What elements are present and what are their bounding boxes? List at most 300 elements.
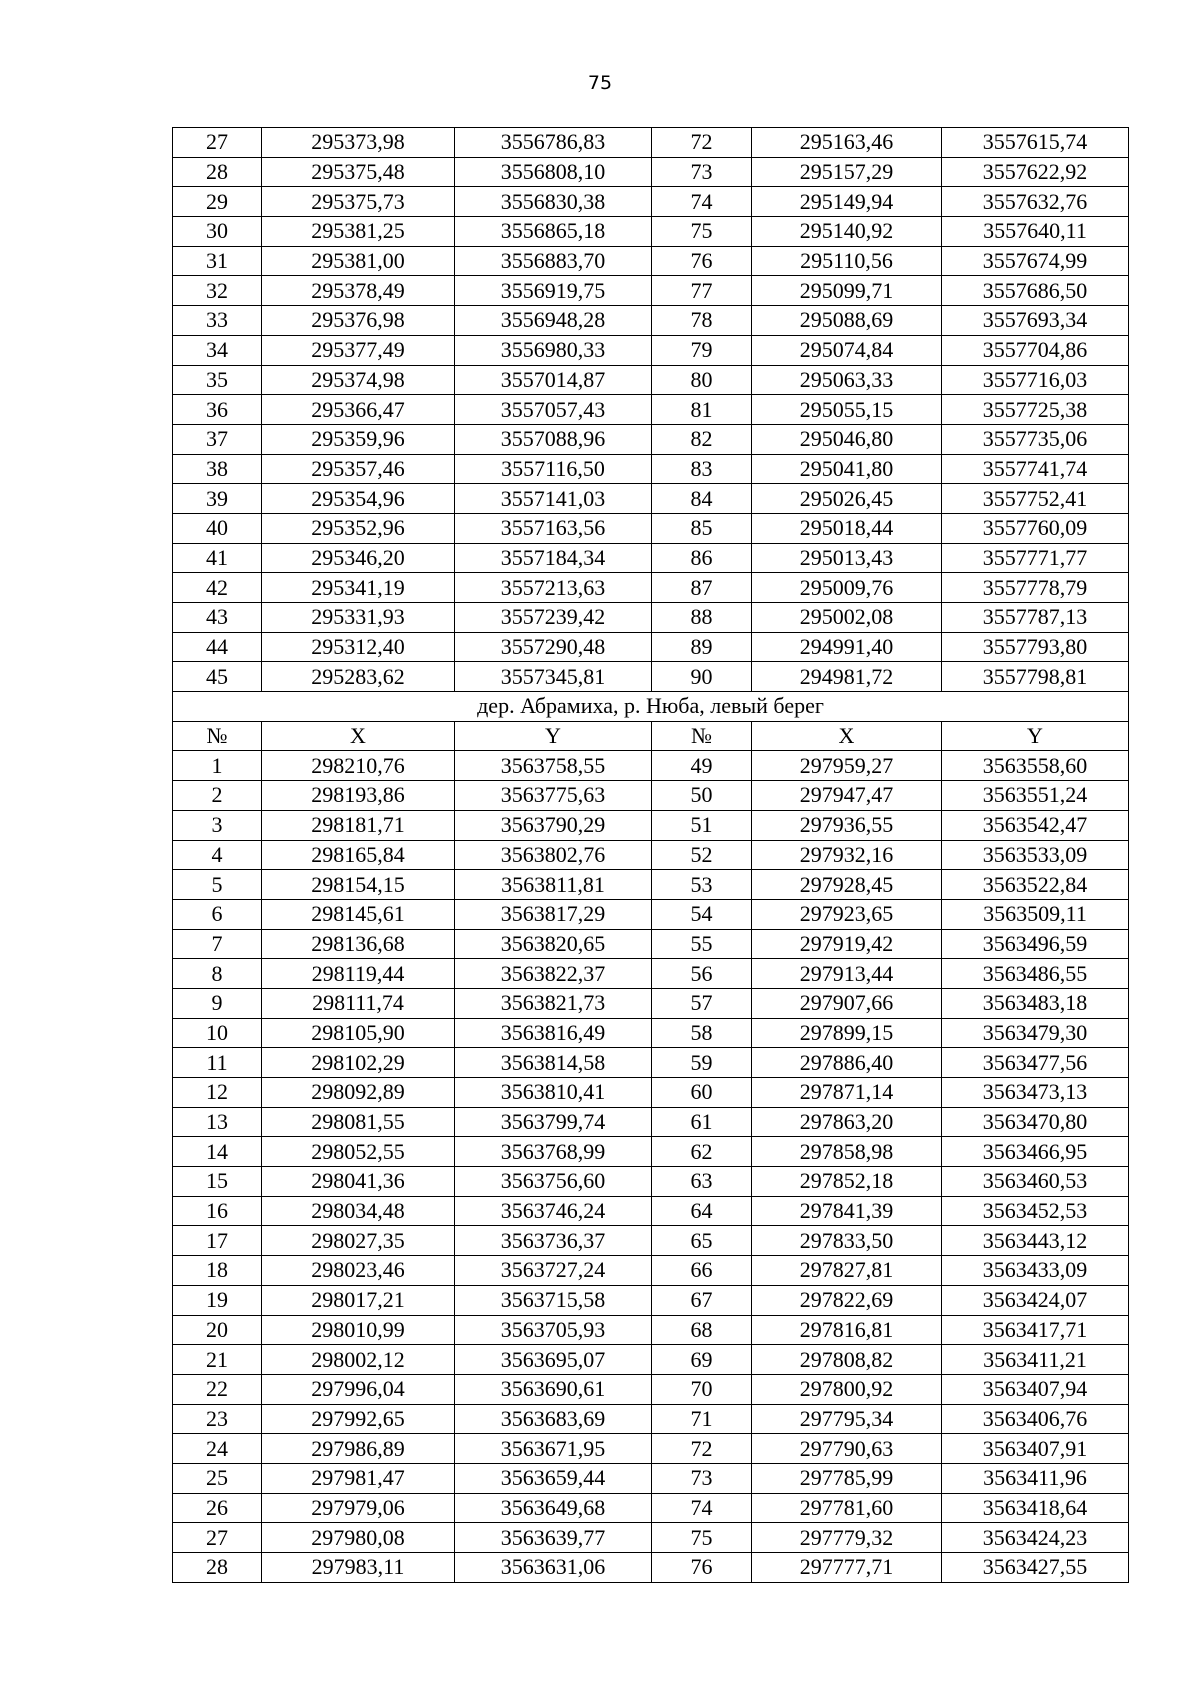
x-coordinate-cell: 297979,06: [262, 1493, 455, 1523]
y-coordinate-cell: 3556883,70: [455, 246, 652, 276]
table-row: [173, 1018, 1129, 1048]
table-row: [173, 306, 1129, 336]
table-row: [173, 1404, 1129, 1434]
table-row: [173, 484, 1129, 514]
y-coordinate-cell: 3557163,56: [455, 513, 652, 543]
point-number-cell: 50: [652, 781, 752, 811]
x-coordinate-cell: 295331,93: [262, 603, 455, 633]
point-number-cell: 44: [173, 632, 262, 662]
column-header: №: [652, 721, 752, 751]
table-row: [173, 1048, 1129, 1078]
y-coordinate-cell: 3557741,74: [942, 454, 1129, 484]
y-coordinate-cell: 3563811,81: [455, 870, 652, 900]
x-coordinate-cell: 295357,46: [262, 454, 455, 484]
x-coordinate-cell: 295374,98: [262, 365, 455, 395]
table-row: [173, 959, 1129, 989]
y-coordinate-cell: 3557116,50: [455, 454, 652, 484]
x-coordinate-cell: 297886,40: [752, 1048, 942, 1078]
x-coordinate-cell: 297913,44: [752, 959, 942, 989]
x-coordinate-cell: 294981,72: [752, 662, 942, 692]
x-coordinate-cell: 295352,96: [262, 513, 455, 543]
x-coordinate-cell: 295378,49: [262, 276, 455, 306]
table-row: [173, 454, 1129, 484]
x-coordinate-cell: 295375,73: [262, 187, 455, 217]
point-number-cell: 70: [652, 1374, 752, 1404]
x-coordinate-cell: 298165,84: [262, 840, 455, 870]
y-coordinate-cell: 3557787,13: [942, 603, 1129, 633]
x-coordinate-cell: 295354,96: [262, 484, 455, 514]
x-coordinate-cell: 297981,47: [262, 1463, 455, 1493]
x-coordinate-cell: 297923,65: [752, 899, 942, 929]
point-number-cell: 27: [173, 1523, 262, 1553]
y-coordinate-cell: 3563533,09: [942, 840, 1129, 870]
point-number-cell: 40: [173, 513, 262, 543]
x-coordinate-cell: 298193,86: [262, 781, 455, 811]
point-number-cell: 56: [652, 959, 752, 989]
y-coordinate-cell: 3563424,23: [942, 1523, 1129, 1553]
point-number-cell: 72: [652, 128, 752, 158]
point-number-cell: 9: [173, 988, 262, 1018]
x-coordinate-cell: 298010,99: [262, 1315, 455, 1345]
x-coordinate-cell: 295013,43: [752, 543, 942, 573]
y-coordinate-cell: 3563671,95: [455, 1434, 652, 1464]
y-coordinate-cell: 3557615,74: [942, 128, 1129, 158]
point-number-cell: 30: [173, 217, 262, 247]
point-number-cell: 73: [652, 157, 752, 187]
x-coordinate-cell: 297800,92: [752, 1374, 942, 1404]
point-number-cell: 84: [652, 484, 752, 514]
point-number-cell: 24: [173, 1434, 262, 1464]
y-coordinate-cell: 3557735,06: [942, 424, 1129, 454]
y-coordinate-cell: 3563411,21: [942, 1345, 1129, 1375]
table-row: [173, 246, 1129, 276]
y-coordinate-cell: 3563790,29: [455, 810, 652, 840]
x-coordinate-cell: 298092,89: [262, 1078, 455, 1108]
point-number-cell: 8: [173, 959, 262, 989]
point-number-cell: 29: [173, 187, 262, 217]
table-row: [173, 128, 1129, 158]
x-coordinate-cell: 295063,33: [752, 365, 942, 395]
y-coordinate-cell: 3557640,11: [942, 217, 1129, 247]
y-coordinate-cell: 3563427,55: [942, 1553, 1129, 1583]
column-header: Y: [455, 721, 652, 751]
y-coordinate-cell: 3563417,71: [942, 1315, 1129, 1345]
x-coordinate-cell: 295088,69: [752, 306, 942, 336]
x-coordinate-cell: 295099,71: [752, 276, 942, 306]
table-row: [173, 365, 1129, 395]
point-number-cell: 63: [652, 1167, 752, 1197]
x-coordinate-cell: 295366,47: [262, 395, 455, 425]
y-coordinate-cell: 3556830,38: [455, 187, 652, 217]
column-header: №: [173, 721, 262, 751]
x-coordinate-cell: 298136,68: [262, 929, 455, 959]
x-coordinate-cell: 297858,98: [752, 1137, 942, 1167]
x-coordinate-cell: 297959,27: [752, 751, 942, 781]
y-coordinate-cell: 3563452,53: [942, 1196, 1129, 1226]
point-number-cell: 77: [652, 276, 752, 306]
point-number-cell: 66: [652, 1256, 752, 1286]
point-number-cell: 14: [173, 1137, 262, 1167]
column-header: X: [752, 721, 942, 751]
x-coordinate-cell: 295163,46: [752, 128, 942, 158]
x-coordinate-cell: 295381,00: [262, 246, 455, 276]
y-coordinate-cell: 3563816,49: [455, 1018, 652, 1048]
point-number-cell: 59: [652, 1048, 752, 1078]
point-number-cell: 10: [173, 1018, 262, 1048]
table-row: [173, 1553, 1129, 1583]
y-coordinate-cell: 3563705,93: [455, 1315, 652, 1345]
point-number-cell: 1: [173, 751, 262, 781]
x-coordinate-cell: 295074,84: [752, 335, 942, 365]
point-number-cell: 74: [652, 1493, 752, 1523]
y-coordinate-cell: 3563542,47: [942, 810, 1129, 840]
point-number-cell: 57: [652, 988, 752, 1018]
point-number-cell: 87: [652, 573, 752, 603]
y-coordinate-cell: 3563406,76: [942, 1404, 1129, 1434]
table-row: [173, 335, 1129, 365]
point-number-cell: 2: [173, 781, 262, 811]
y-coordinate-cell: 3563715,58: [455, 1285, 652, 1315]
x-coordinate-cell: 295157,29: [752, 157, 942, 187]
point-number-cell: 42: [173, 573, 262, 603]
x-coordinate-cell: 295346,20: [262, 543, 455, 573]
y-coordinate-cell: 3563470,80: [942, 1107, 1129, 1137]
y-coordinate-cell: 3563817,29: [455, 899, 652, 929]
point-number-cell: 52: [652, 840, 752, 870]
x-coordinate-cell: 297808,82: [752, 1345, 942, 1375]
y-coordinate-cell: 3557778,79: [942, 573, 1129, 603]
table-row: [173, 870, 1129, 900]
point-number-cell: 7: [173, 929, 262, 959]
point-number-cell: 49: [652, 751, 752, 781]
x-coordinate-cell: 297827,81: [752, 1256, 942, 1286]
y-coordinate-cell: 3557632,76: [942, 187, 1129, 217]
y-coordinate-cell: 3563822,37: [455, 959, 652, 989]
point-number-cell: 27: [173, 128, 262, 158]
point-number-cell: 23: [173, 1404, 262, 1434]
x-coordinate-cell: 297907,66: [752, 988, 942, 1018]
point-number-cell: 89: [652, 632, 752, 662]
x-coordinate-cell: 297822,69: [752, 1285, 942, 1315]
point-number-cell: 73: [652, 1463, 752, 1493]
point-number-cell: 68: [652, 1315, 752, 1345]
x-coordinate-cell: 295018,44: [752, 513, 942, 543]
x-coordinate-cell: 298210,76: [262, 751, 455, 781]
point-number-cell: 34: [173, 335, 262, 365]
y-coordinate-cell: 3563690,61: [455, 1374, 652, 1404]
x-coordinate-cell: 297996,04: [262, 1374, 455, 1404]
y-coordinate-cell: 3563483,18: [942, 988, 1129, 1018]
table-row: [173, 276, 1129, 306]
y-coordinate-cell: 3557184,34: [455, 543, 652, 573]
point-number-cell: 64: [652, 1196, 752, 1226]
point-number-cell: 53: [652, 870, 752, 900]
point-number-cell: 88: [652, 603, 752, 633]
x-coordinate-cell: 298041,36: [262, 1167, 455, 1197]
x-coordinate-cell: 295312,40: [262, 632, 455, 662]
x-coordinate-cell: 297980,08: [262, 1523, 455, 1553]
point-number-cell: 41: [173, 543, 262, 573]
y-coordinate-cell: 3563411,96: [942, 1463, 1129, 1493]
x-coordinate-cell: 298017,21: [262, 1285, 455, 1315]
y-coordinate-cell: 3556865,18: [455, 217, 652, 247]
x-coordinate-cell: 297852,18: [752, 1167, 942, 1197]
x-coordinate-cell: 297947,47: [752, 781, 942, 811]
table-row: [173, 1434, 1129, 1464]
table-row: [173, 1285, 1129, 1315]
point-number-cell: 74: [652, 187, 752, 217]
table-row: [173, 1196, 1129, 1226]
x-coordinate-cell: 298002,12: [262, 1345, 455, 1375]
table-row: [173, 217, 1129, 247]
point-number-cell: 28: [173, 1553, 262, 1583]
point-number-cell: 81: [652, 395, 752, 425]
table-row: [173, 781, 1129, 811]
y-coordinate-cell: 3557725,38: [942, 395, 1129, 425]
y-coordinate-cell: 3563522,84: [942, 870, 1129, 900]
x-coordinate-cell: 297816,81: [752, 1315, 942, 1345]
table-row: [173, 1167, 1129, 1197]
y-coordinate-cell: 3563433,09: [942, 1256, 1129, 1286]
x-coordinate-cell: 297841,39: [752, 1196, 942, 1226]
x-coordinate-cell: 295373,98: [262, 128, 455, 158]
point-number-cell: 15: [173, 1167, 262, 1197]
y-coordinate-cell: 3563639,77: [455, 1523, 652, 1553]
point-number-cell: 45: [173, 662, 262, 692]
y-coordinate-cell: 3557704,86: [942, 335, 1129, 365]
point-number-cell: 20: [173, 1315, 262, 1345]
x-coordinate-cell: 294991,40: [752, 632, 942, 662]
point-number-cell: 61: [652, 1107, 752, 1137]
y-coordinate-cell: 3556808,10: [455, 157, 652, 187]
table-row: [173, 1137, 1129, 1167]
y-coordinate-cell: 3563802,76: [455, 840, 652, 870]
point-number-cell: 86: [652, 543, 752, 573]
y-coordinate-cell: 3563407,91: [942, 1434, 1129, 1464]
point-number-cell: 82: [652, 424, 752, 454]
y-coordinate-cell: 3557239,42: [455, 603, 652, 633]
y-coordinate-cell: 3563551,24: [942, 781, 1129, 811]
x-coordinate-cell: 295002,08: [752, 603, 942, 633]
x-coordinate-cell: 297795,34: [752, 1404, 942, 1434]
table-row: [173, 424, 1129, 454]
y-coordinate-cell: 3563799,74: [455, 1107, 652, 1137]
point-number-cell: 75: [652, 1523, 752, 1553]
point-number-cell: 60: [652, 1078, 752, 1108]
point-number-cell: 69: [652, 1345, 752, 1375]
point-number-cell: 4: [173, 840, 262, 870]
column-header: X: [262, 721, 455, 751]
section-row: [173, 692, 1129, 722]
x-coordinate-cell: 298052,55: [262, 1137, 455, 1167]
y-coordinate-cell: 3557622,92: [942, 157, 1129, 187]
x-coordinate-cell: 297919,42: [752, 929, 942, 959]
y-coordinate-cell: 3563768,99: [455, 1137, 652, 1167]
point-number-cell: 67: [652, 1285, 752, 1315]
y-coordinate-cell: 3556980,33: [455, 335, 652, 365]
point-number-cell: 31: [173, 246, 262, 276]
table-row: [173, 157, 1129, 187]
y-coordinate-cell: 3557693,34: [942, 306, 1129, 336]
y-coordinate-cell: 3557686,50: [942, 276, 1129, 306]
y-coordinate-cell: 3563683,69: [455, 1404, 652, 1434]
table-row: [173, 1463, 1129, 1493]
table-row: [173, 1256, 1129, 1286]
y-coordinate-cell: 3563460,53: [942, 1167, 1129, 1197]
x-coordinate-cell: 297986,89: [262, 1434, 455, 1464]
x-coordinate-cell: 295376,98: [262, 306, 455, 336]
y-coordinate-cell: 3563820,65: [455, 929, 652, 959]
y-coordinate-cell: 3557771,77: [942, 543, 1129, 573]
section-title: дер. Абрамиха, р. Нюба, левый берег: [173, 692, 1129, 722]
column-header: Y: [942, 721, 1129, 751]
x-coordinate-cell: 297781,60: [752, 1493, 942, 1523]
point-number-cell: 51: [652, 810, 752, 840]
y-coordinate-cell: 3563631,06: [455, 1553, 652, 1583]
table-row: [173, 187, 1129, 217]
y-coordinate-cell: 3557057,43: [455, 395, 652, 425]
y-coordinate-cell: 3563477,56: [942, 1048, 1129, 1078]
x-coordinate-cell: 298034,48: [262, 1196, 455, 1226]
point-number-cell: 65: [652, 1226, 752, 1256]
x-coordinate-cell: 297785,99: [752, 1463, 942, 1493]
point-number-cell: 76: [652, 246, 752, 276]
point-number-cell: 25: [173, 1463, 262, 1493]
table-row: [173, 1226, 1129, 1256]
y-coordinate-cell: 3563814,58: [455, 1048, 652, 1078]
point-number-cell: 58: [652, 1018, 752, 1048]
x-coordinate-cell: 297777,71: [752, 1553, 942, 1583]
y-coordinate-cell: 3563695,07: [455, 1345, 652, 1375]
point-number-cell: 78: [652, 306, 752, 336]
x-coordinate-cell: 297833,50: [752, 1226, 942, 1256]
y-coordinate-cell: 3557088,96: [455, 424, 652, 454]
point-number-cell: 55: [652, 929, 752, 959]
point-number-cell: 54: [652, 899, 752, 929]
y-coordinate-cell: 3557213,63: [455, 573, 652, 603]
y-coordinate-cell: 3557345,81: [455, 662, 652, 692]
x-coordinate-cell: 298119,44: [262, 959, 455, 989]
table-row: [173, 751, 1129, 781]
y-coordinate-cell: 3557793,80: [942, 632, 1129, 662]
x-coordinate-cell: 295041,80: [752, 454, 942, 484]
point-number-cell: 28: [173, 157, 262, 187]
y-coordinate-cell: 3563727,24: [455, 1256, 652, 1286]
x-coordinate-cell: 298111,74: [262, 988, 455, 1018]
x-coordinate-cell: 297992,65: [262, 1404, 455, 1434]
table-row: [173, 1493, 1129, 1523]
x-coordinate-cell: 295140,92: [752, 217, 942, 247]
point-number-cell: 75: [652, 217, 752, 247]
table-row: [173, 899, 1129, 929]
y-coordinate-cell: 3563810,41: [455, 1078, 652, 1108]
point-number-cell: 16: [173, 1196, 262, 1226]
point-number-cell: 22: [173, 1374, 262, 1404]
y-coordinate-cell: 3563496,59: [942, 929, 1129, 959]
point-number-cell: 32: [173, 276, 262, 306]
y-coordinate-cell: 3563746,24: [455, 1196, 652, 1226]
point-number-cell: 21: [173, 1345, 262, 1375]
y-coordinate-cell: 3563443,12: [942, 1226, 1129, 1256]
point-number-cell: 13: [173, 1107, 262, 1137]
point-number-cell: 12: [173, 1078, 262, 1108]
y-coordinate-cell: 3563407,94: [942, 1374, 1129, 1404]
x-coordinate-cell: 298027,35: [262, 1226, 455, 1256]
x-coordinate-cell: 298081,55: [262, 1107, 455, 1137]
x-coordinate-cell: 297790,63: [752, 1434, 942, 1464]
x-coordinate-cell: 297871,14: [752, 1078, 942, 1108]
y-coordinate-cell: 3557290,48: [455, 632, 652, 662]
y-coordinate-cell: 3557752,41: [942, 484, 1129, 514]
x-coordinate-cell: 297936,55: [752, 810, 942, 840]
y-coordinate-cell: 3563558,60: [942, 751, 1129, 781]
point-number-cell: 36: [173, 395, 262, 425]
x-coordinate-cell: 298145,61: [262, 899, 455, 929]
point-number-cell: 85: [652, 513, 752, 543]
table-row: [173, 988, 1129, 1018]
point-number-cell: 3: [173, 810, 262, 840]
point-number-cell: 39: [173, 484, 262, 514]
y-coordinate-cell: 3557716,03: [942, 365, 1129, 395]
x-coordinate-cell: 295381,25: [262, 217, 455, 247]
y-coordinate-cell: 3563486,55: [942, 959, 1129, 989]
table-row: [173, 632, 1129, 662]
point-number-cell: 18: [173, 1256, 262, 1286]
table-row: [173, 513, 1129, 543]
x-coordinate-cell: 295359,96: [262, 424, 455, 454]
y-coordinate-cell: 3557760,09: [942, 513, 1129, 543]
x-coordinate-cell: 297928,45: [752, 870, 942, 900]
y-coordinate-cell: 3556948,28: [455, 306, 652, 336]
x-coordinate-cell: 295026,45: [752, 484, 942, 514]
y-coordinate-cell: 3563479,30: [942, 1018, 1129, 1048]
y-coordinate-cell: 3557141,03: [455, 484, 652, 514]
y-coordinate-cell: 3563659,44: [455, 1463, 652, 1493]
table-row: [173, 840, 1129, 870]
point-number-cell: 71: [652, 1404, 752, 1434]
point-number-cell: 80: [652, 365, 752, 395]
x-coordinate-cell: 295009,76: [752, 573, 942, 603]
y-coordinate-cell: 3563509,11: [942, 899, 1129, 929]
point-number-cell: 5: [173, 870, 262, 900]
y-coordinate-cell: 3556919,75: [455, 276, 652, 306]
point-number-cell: 37: [173, 424, 262, 454]
point-number-cell: 43: [173, 603, 262, 633]
x-coordinate-cell: 298105,90: [262, 1018, 455, 1048]
point-number-cell: 19: [173, 1285, 262, 1315]
x-coordinate-cell: 298154,15: [262, 870, 455, 900]
x-coordinate-cell: 295149,94: [752, 187, 942, 217]
y-coordinate-cell: 3563736,37: [455, 1226, 652, 1256]
point-number-cell: 76: [652, 1553, 752, 1583]
x-coordinate-cell: 298023,46: [262, 1256, 455, 1286]
point-number-cell: 35: [173, 365, 262, 395]
point-number-cell: 83: [652, 454, 752, 484]
table-row: [173, 1345, 1129, 1375]
table-row: [173, 1107, 1129, 1137]
y-coordinate-cell: 3557014,87: [455, 365, 652, 395]
y-coordinate-cell: 3563821,73: [455, 988, 652, 1018]
point-number-cell: 11: [173, 1048, 262, 1078]
table-row: [173, 1078, 1129, 1108]
point-number-cell: 17: [173, 1226, 262, 1256]
y-coordinate-cell: 3563756,60: [455, 1167, 652, 1197]
x-coordinate-cell: 297983,11: [262, 1553, 455, 1583]
y-coordinate-cell: 3563775,63: [455, 781, 652, 811]
y-coordinate-cell: 3557674,99: [942, 246, 1129, 276]
x-coordinate-cell: 295341,19: [262, 573, 455, 603]
x-coordinate-cell: 295110,56: [752, 246, 942, 276]
